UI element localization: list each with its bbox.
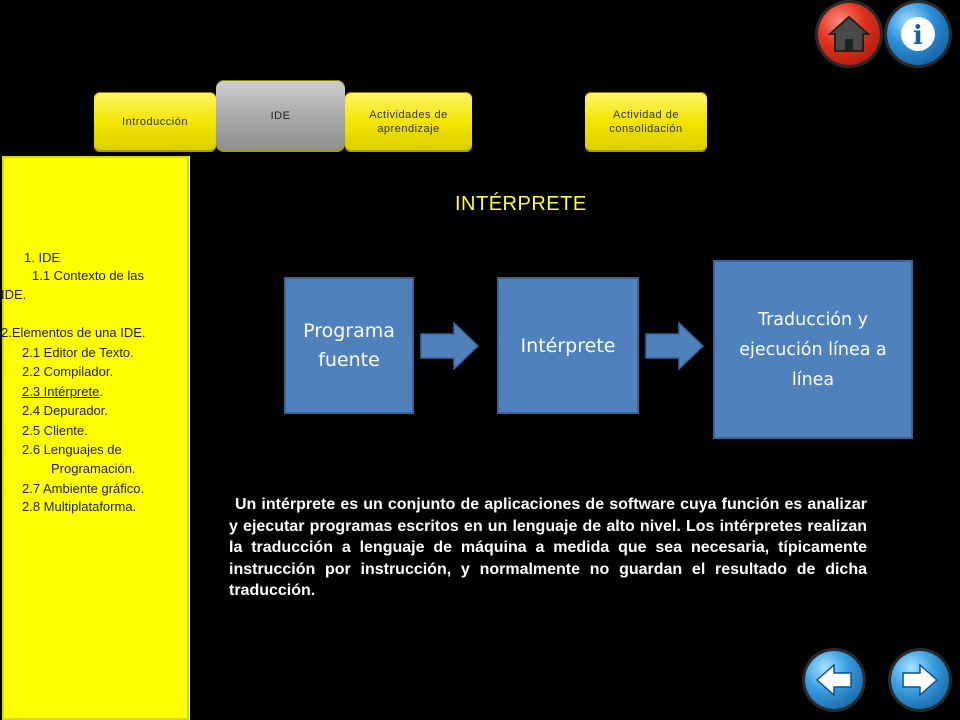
- sidebar-item-interprete-label: 2.3 Intérprete: [22, 384, 100, 399]
- sidebar: [2, 156, 189, 720]
- tab-label: IDE: [270, 110, 291, 122]
- sidebar-item-multiplataforma[interactable]: 2.8 Multiplataforma.: [22, 499, 137, 514]
- info-icon: [887, 3, 949, 65]
- page-title: INTÉRPRETE: [455, 193, 587, 215]
- sidebar-item-contexto-cont[interactable]: IDE.: [1, 287, 27, 302]
- home-icon: [818, 3, 880, 65]
- sidebar-item-elementos[interactable]: 2.Elementos de una IDE.: [1, 325, 146, 340]
- home-button[interactable]: [818, 3, 880, 65]
- arrow-left-icon: [805, 651, 863, 709]
- arrow-right-icon: [645, 322, 705, 370]
- sidebar-item-interprete-dot: .: [99, 384, 103, 399]
- sidebar-item-lenguajes-cont[interactable]: Programación.: [51, 461, 136, 476]
- sidebar-item-compilador[interactable]: 2.2 Compilador.: [22, 364, 114, 379]
- tab-ide[interactable]: [216, 80, 345, 152]
- sidebar-item-ambiente[interactable]: 2.7 Ambiente gráfico.: [22, 481, 145, 496]
- tab-label: Introducción: [122, 116, 188, 128]
- tab-label: Actividades de aprendizaje: [369, 109, 448, 135]
- tab-introduccion[interactable]: [94, 92, 216, 152]
- flow-box-traduccion: [713, 260, 913, 439]
- sidebar-item-cliente[interactable]: 2.5 Cliente.: [22, 423, 88, 438]
- flow-box-label: Programa fuente: [303, 319, 395, 371]
- sidebar-item-depurador[interactable]: 2.4 Depurador.: [22, 403, 109, 418]
- arrow-right-icon: [420, 322, 480, 370]
- flow-box-interprete: [497, 277, 639, 414]
- tab-actividades-aprendizaje[interactable]: [345, 92, 472, 152]
- info-glyph: i: [913, 21, 923, 51]
- tab-label: Actividad de consolidación: [609, 109, 683, 135]
- sidebar-item-editor[interactable]: 2.1 Editor de Texto.: [22, 345, 134, 360]
- sidebar-item-interprete[interactable]: [22, 384, 103, 400]
- sidebar-item-lenguajes[interactable]: 2.6 Lenguajes de: [22, 442, 122, 457]
- description-text: Un intérprete es un conjunto de aplicaciones de software cuya función es analizar y ejecutar programas escritos en un lenguaje de alto nivel. Los intérpretes realizan la traducción a lenguaje de máquina a medida que sea necesaria, típicamente instrucción por instrucción, y normalmente no guardan el resultado de dicha traducción.: [229, 496, 867, 599]
- sidebar-item-ide[interactable]: 1. IDE: [24, 250, 61, 265]
- flow-box-label: Intérprete: [520, 334, 616, 357]
- sidebar-item-contexto[interactable]: 1.1 Contexto de las: [32, 268, 145, 283]
- flow-box-programa-fuente: [284, 277, 414, 414]
- tab-actividad-consolidacion[interactable]: [585, 92, 707, 152]
- arrow-right-icon: [891, 651, 949, 709]
- next-button[interactable]: [891, 651, 949, 709]
- info-button[interactable]: [887, 3, 949, 65]
- previous-button[interactable]: [805, 651, 863, 709]
- flow-box-label: Traducción y ejecución línea a línea: [739, 309, 887, 390]
